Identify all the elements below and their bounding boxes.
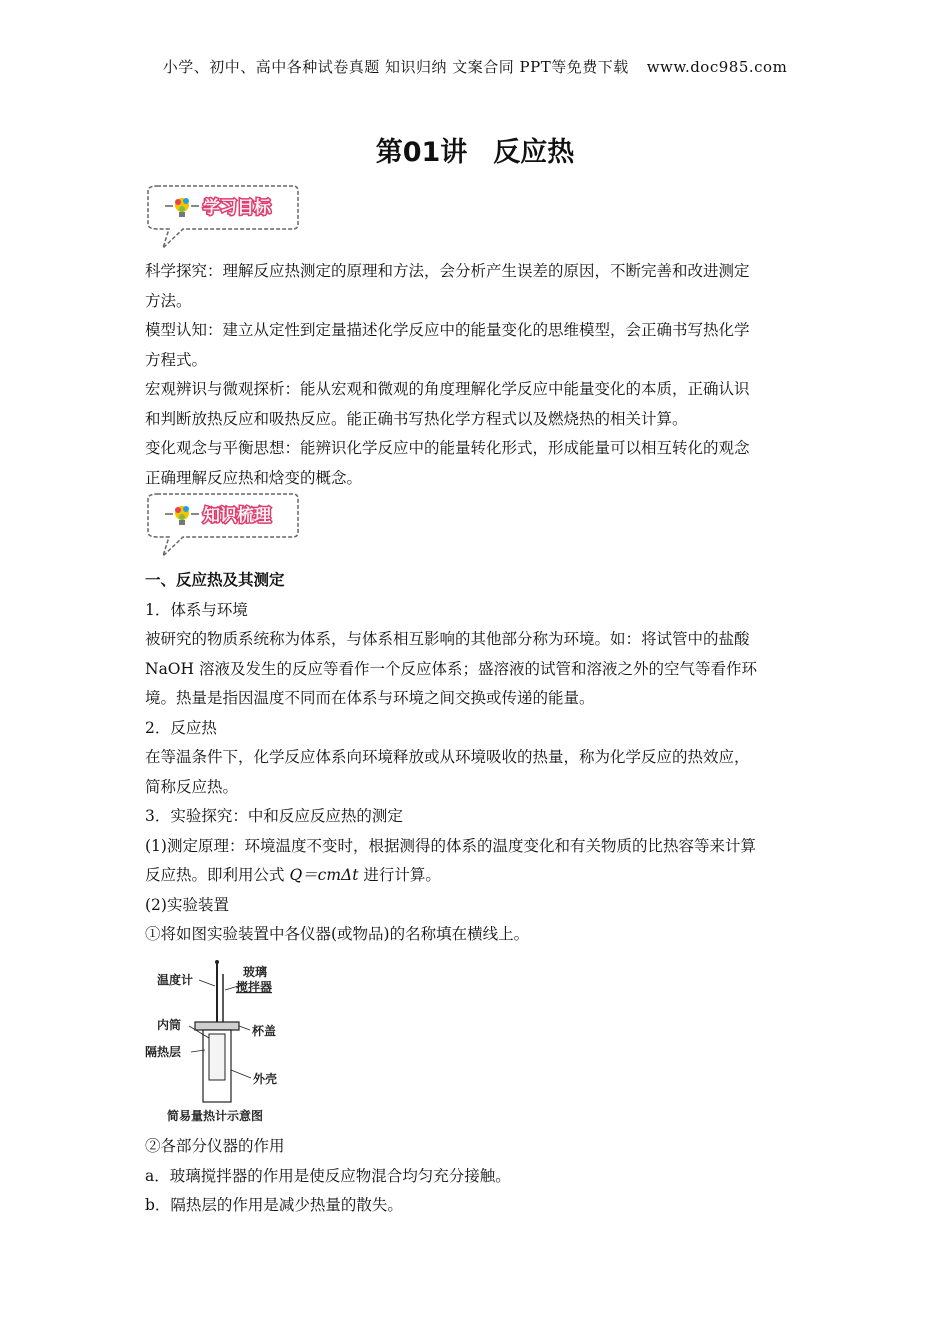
roles-block [145,1132,810,1221]
formula: Q＝cmΔt [289,866,359,884]
paragraph-line: a．玻璃搅拌器的作用是使反应物混合均匀充分接触。 [145,1166,511,1185]
paragraph-line: 在等温条件下，化学反应体系向环境释放或从环境吸收的热量，称为化学反应的热效应， [145,748,750,766]
page-header [0,56,950,77]
subsection-title: ②各部分仪器的作用 [145,1137,285,1155]
title-lecture: 第01讲 [375,137,468,168]
page-title [0,130,950,169]
section-heading: 一、反应热及其测定 [145,571,285,589]
header-text: 小学、初中、高中各种试卷真题 知识归纳 文案合同 PPT等免费下载 [162,58,629,76]
objective-line: 方程式。 [145,350,208,369]
objectives-badge [143,182,301,254]
section-1 [145,566,810,950]
lid-shape [195,1022,239,1030]
label-shell: 外壳 [253,1072,278,1086]
objective-line: 正确理解反应热和焓变的概念。 [145,468,363,487]
objective-line: 模型认知：建立从定性到定量描述化学反应中的能量变化的思维模型，会正确书写热化学 [145,321,750,339]
subsection-title: 3．实验探究：中和反应反应热的测定 [145,807,403,825]
label-stirrer-line2: 搅拌器 [236,980,273,994]
label-stirrer-line1: 玻璃 [243,965,268,979]
formula-prefix: 反应热。即利用公式 [145,866,290,884]
label-thermometer: 温度计 [157,973,194,987]
objectives-badge-label: 学习目标 [203,198,271,218]
objective-line: 和判断放热反应和吸热反应。能正确书写热化学方程式以及燃烧热的相关计算。 [145,409,688,428]
objective-line: 变化观念与平衡思想：能辨识化学反应中的能量转化形式，形成能量可以相互转化的观念 [145,439,750,457]
label-lid: 杯盖 [252,1024,277,1038]
objective-line: 科学探究：理解反应热测定的原理和方法，会分析产生误差的原因，不断完善和改进测定 [145,262,750,280]
knowledge-badge-label: 知识梳理 [203,506,271,526]
figure-caption: 简易量热计示意图 [167,1109,264,1123]
paragraph-line: 被研究的物质系统称为体系，与体系相互影响的其他部分称为环境。如：将试管中的盐酸 [145,630,750,648]
label-insulation: 隔热层 [145,1045,182,1059]
title-topic: 反应热 [493,137,575,168]
knowledge-badge [143,490,301,562]
subsection-title: 2．反应热 [145,718,217,737]
paragraph-line: b．隔热层的作用是减少热量的散失。 [145,1196,403,1214]
objectives-block [145,257,810,493]
paragraph-line: ①将如图实验装置中各仪器(或物品)的名称填在横线上。 [145,925,530,943]
objective-line: 方法。 [145,291,192,310]
paragraph-line: 简称反应热。 [145,777,239,796]
calorimeter-figure [145,960,295,1130]
subsection-title: (2)实验装置 [145,895,229,914]
formula-suffix: 进行计算。 [358,866,441,884]
objective-line: 宏观辨识与微观探析：能从宏观和微观的角度理解化学反应中能量变化的本质，正确认识 [145,380,750,398]
label-inner: 内筒 [157,1018,182,1032]
paragraph-line [145,861,810,891]
paragraph-line: NaOH 溶液及发生的反应等看作一个反应体系；盛溶液的试管和溶液之外的空气等看作环 [145,659,757,678]
paragraph-line: (1)测定原理：环境温度不变时，根据测得的体系的温度变化和有关物质的比热容等来计算 [145,836,756,855]
header-url[interactable]: www.doc985.com [646,58,788,76]
paragraph-line: 境。热量是指因温度不同而在体系与环境之间交换或传递的能量。 [145,689,595,707]
subsection-title: 1．体系与环境 [145,600,248,619]
